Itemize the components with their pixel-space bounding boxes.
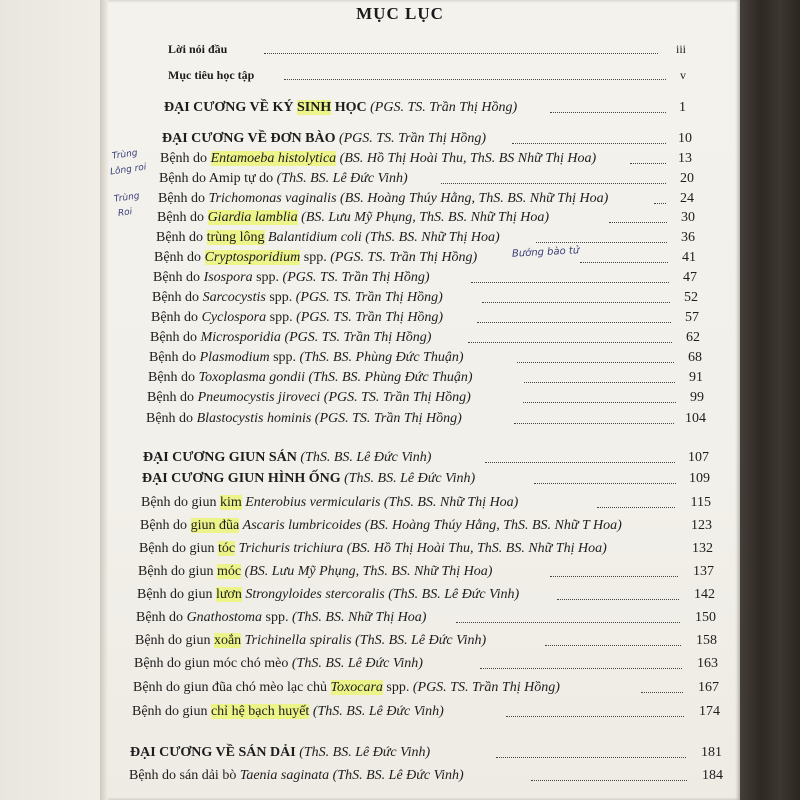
toc-entry-ascaris: Bệnh do giun đũa Ascaris lumbricoides (BS. Hoàng Thúy Hằng, ThS. BS. Nhữ T Hoa) 123 (140, 518, 712, 533)
toc-entry-enterobius: Bệnh do giun kim Enterobius vermicularis (ThS. BS. Nhữ Thị Hoa) 115 (141, 495, 711, 510)
toc-entry-helminths-intro: ĐẠI CƯƠNG GIUN SÁN (ThS. BS. Lê Đức Vinh) 107 (143, 450, 709, 465)
toc-entry-cyclospora: Bệnh do Cyclospora spp. (PGS. TS. Trần Thị Hồng) 57 (151, 310, 699, 325)
toc-entry-trichuris: Bệnh do giun tóc Trichuris trichiura (BS. Hồ Thị Hoài Thu, ThS. BS. Nhữ Thị Hoa) 132 (139, 541, 713, 556)
toc-entry-free-living-amoeba: Bệnh do Amip tự do (ThS. BS. Lê Đức Vinh) 20 (159, 171, 694, 186)
toc-entry-cryptosporidium: Bệnh do Cryptosporidium spp. (PGS. TS. Trần Thị Hồng) 41 (154, 250, 696, 265)
toc-entry-blastocystis: Bệnh do Blastocystis hominis (PGS. TS. Trần Thị Hồng) 104 (146, 411, 706, 426)
toc-entry-pneumocystis: Bệnh do Pneumocystis jiroveci (PGS. TS. Trần Thị Hồng) 99 (147, 390, 704, 405)
page-title: MỤC LỤC (356, 4, 444, 23)
toc-entry-gnathostoma: Bệnh do Gnathostoma spp. (ThS. BS. Nhữ Thị Hoa) 150 (136, 610, 716, 625)
toc-entry-trichomonas: Bệnh do Trichomonas vaginalis (BS. Hoàng Thúy Hằng, ThS. BS. Nhữ Thị Hoa) 24 (158, 191, 694, 206)
page-fold (100, 0, 108, 800)
handwritten-note: Bướng bào tử (511, 245, 580, 260)
toc-entry-toxocara: Bệnh do giun đũa chó mèo lạc chủ Toxocara spp. (PGS. TS. Trần Thị Hồng) 167 (133, 680, 719, 695)
toc-entry-nematodes-intro: ĐẠI CƯƠNG GIUN HÌNH ỐNG (ThS. BS. Lê Đức Vinh) 109 (142, 471, 710, 486)
toc-entry-dog-cat-hookworm: Bệnh do giun móc chó mèo (ThS. BS. Lê Đức Vinh) 163 (134, 656, 718, 671)
toc-entry-isospora: Bệnh do Isospora spp. (PGS. TS. Trần Thị Hồng) 47 (153, 270, 697, 285)
toc-entry-balantidium: Bệnh do trùng lông Balantidium coli (ThS. BS. Nhữ Thị Hoa) 36 (156, 230, 695, 245)
toc-entry-plasmodium: Bệnh do Plasmodium spp. (ThS. BS. Phùng Đức Thuận) 68 (149, 350, 702, 365)
toc-entry-protozoa-intro: ĐẠI CƯƠNG VỀ ĐƠN BÀO (PGS. TS. Trần Thị Hồng) 10 (162, 131, 692, 146)
toc-entry-entamoeba: Bệnh do Entamoeba histolytica (BS. Hồ Thị Hoài Thu, ThS. BS Nhữ Thị Hoa) 13 (160, 151, 692, 166)
toc-entry-lymphatic-filaria: Bệnh do giun chỉ hệ bạch huyết (ThS. BS. Lê Đức Vinh) 174 (132, 704, 720, 719)
toc-entry-parasitology-intro: ĐẠI CƯƠNG VỀ KÝ SINH HỌC (PGS. TS. Trần Thị Hồng) 1 (164, 100, 686, 115)
handwritten-note: Trùng (111, 148, 139, 162)
toc-entry-sarcocystis: Bệnh do Sarcocystis spp. (PGS. TS. Trần Thị Hồng) 52 (152, 290, 698, 305)
handwritten-note: Lông roi (109, 162, 148, 178)
toc-entry-giardia: Bệnh do Giardia lamblia (BS. Lưu Mỹ Phụng, ThS. BS. Nhữ Thị Hoa) 30 (157, 210, 695, 225)
handwritten-note: Roi (117, 207, 133, 219)
toc-entry-taenia-saginata: Bệnh do sán dải bò Taenia saginata (ThS. BS. Lê Đức Vinh) 184 (129, 768, 723, 783)
background-page-left (0, 0, 110, 800)
toc-entry-hookworm: Bệnh do giun móc (BS. Lưu Mỹ Phụng, ThS. BS. Nhữ Thị Hoa) 137 (138, 564, 714, 579)
toc-entry-toxoplasma: Bệnh do Toxoplasma gondii (ThS. BS. Phùng Đức Thuận) 91 (148, 370, 703, 385)
handwritten-note: Trùng (113, 191, 141, 205)
toc-entry-learning-objectives: Mục tiêu học tập v (168, 68, 686, 82)
toc-entry-trichinella: Bệnh do giun xoắn Trichinella spiralis (ThS. BS. Lê Đức Vinh) 158 (135, 633, 717, 648)
toc-entry-tapeworm-intro: ĐẠI CƯƠNG VỀ SÁN DẢI (ThS. BS. Lê Đức Vinh) 181 (130, 745, 722, 760)
background-table-right (735, 0, 800, 800)
toc-entry-strongyloides: Bệnh do giun lươn Strongyloides stercoralis (ThS. BS. Lê Đức Vinh) 142 (137, 587, 715, 602)
toc-entry-preface: Lời nói đầu iii (168, 42, 686, 56)
toc-entry-microsporidia: Bệnh do Microsporidia (PGS. TS. Trần Thị Hồng) 62 (150, 330, 700, 345)
